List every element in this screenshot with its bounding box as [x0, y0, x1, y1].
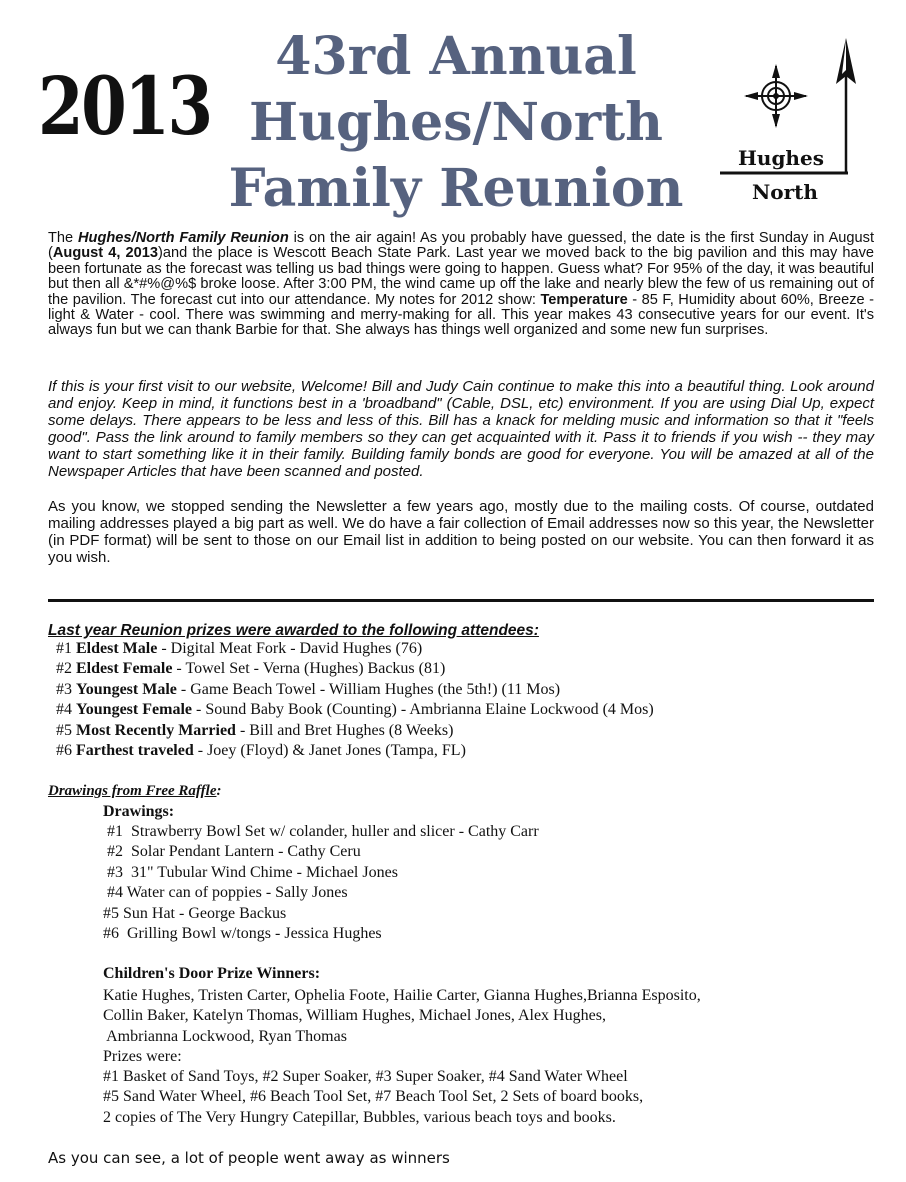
- list-item: #6 Grilling Bowl w/tongs - Jessica Hughes: [103, 925, 382, 943]
- closing-line: As you can see, a lot of people went away as winners: [48, 1149, 450, 1167]
- title-line-1: 43rd Annual: [275, 26, 637, 87]
- title-line-3: Family Reunion: [228, 158, 684, 219]
- title-line-2: Hughes/North: [249, 92, 663, 153]
- temperature-label: Temperature: [540, 291, 628, 308]
- list-item: #1 Strawberry Bowl Set w/ colander, huller and slicer - Cathy Carr: [103, 823, 539, 840]
- event-date: August 4, 2013: [52, 245, 158, 262]
- newsletter-paragraph: As you know, we stopped sending the Newsletter a few years ago, mostly due to the mailing costs. Of course, outdated mailing addresses played a big part as well. We do have a fair collection of Email addresses now so this year, the Newsletter (in PDF format) will be sent to those on our Email list in addition to being posted on our website. You can then forward it as you wish.: [48, 498, 874, 566]
- intro-paragraph: [48, 231, 874, 339]
- logo-text-hughes: Hughes: [738, 146, 824, 170]
- children-line: Ambrianna Lockwood, Ryan Thomas: [103, 1027, 347, 1045]
- children-line: Prizes were:: [103, 1047, 182, 1065]
- list-item: #3 Youngest Male - Game Beach Towel - William Hughes (the 5th!) (11 Mos): [56, 680, 561, 698]
- drawings-label: Drawings:: [103, 803, 175, 820]
- list-item: #5 Most Recently Married - Bill and Bret Hughes (8 Weeks): [56, 721, 454, 739]
- section-divider: [48, 599, 874, 602]
- logo-text-north: North: [752, 180, 818, 204]
- page-title: [196, 24, 716, 222]
- children-line: #5 Sand Water Wheel, #6 Beach Tool Set, #7 Beach Tool Set, 2 Sets of board books,: [103, 1088, 644, 1106]
- raffle-heading: Drawings from Free Raffle:: [48, 783, 222, 799]
- list-item: #2 Eldest Female - Towel Set - Verna (Hughes) Backus (81): [56, 660, 446, 678]
- intro-text-a: is on the air again! As you probably have guessed, the date is the first Sunday in August (: [48, 230, 875, 262]
- children-prizes-label: Children's Door Prize Winners:: [103, 965, 321, 982]
- event-name: Hughes/North Family Reunion: [78, 230, 289, 246]
- family-logo: [712, 34, 862, 206]
- drawings-list: [103, 822, 539, 944]
- list-item: #6 Farthest traveled - Joey (Floyd) & Janet Jones (Tampa, FL): [56, 742, 466, 760]
- list-item: #3 31" Tubular Wind Chime - Michael Jones: [103, 863, 398, 881]
- website-paragraph: If this is your first visit to our website, Welcome! Bill and Judy Cain continue to make this into a beautiful thing. Look around and enjoy. Keep in mind, it functions best in a 'broadband" (Cable, DSL, etc) environment. If you are using Dial Up, expect some delays. There appears to be less and less of this. Bill has a knack for melding music and information so that it "feels good". Pass the link around to family members so they can get acquainted with it. Pass it to friends if you wish -- they may want to start something like it in their family. Building family bonds are good for everyone. You will be amazed at all of the Newspaper Articles that have been scanned and posted.: [48, 378, 874, 480]
- list-item: #2 Solar Pendant Lantern - Cathy Ceru: [103, 843, 361, 861]
- children-line: Collin Baker, Katelyn Thomas, William Hughes, Michael Jones, Alex Hughes,: [103, 1007, 606, 1025]
- children-line: 2 copies of The Very Hungry Catepillar, Bubbles, various beach toys and books.: [103, 1108, 616, 1126]
- children-prizes-text: [103, 986, 701, 1128]
- list-item: #1 Eldest Male - Digital Meat Fork - David Hughes (76): [56, 640, 423, 657]
- year-heading: 2013: [38, 59, 211, 153]
- list-item: #4 Youngest Female - Sound Baby Book (Counting) - Ambrianna Elaine Lockwood (4 Mos): [56, 701, 654, 719]
- prizes-heading: Last year Reunion prizes were awarded to the following attendees:: [48, 622, 539, 639]
- list-item: #5 Sun Hat - George Backus: [103, 904, 287, 922]
- prizes-list: [56, 639, 654, 761]
- intro-text-b: )and the place is Wescott Beach State Park. Last year we moved back to the big pavilion and this may have been fortunate as the forecast was telling us bad things were going to happen. Guess what? For 95% of the day, it was beautiful but then all &*#%@%$ broke loose. After 3:00 PM, the wind came up off the lake and nearly blew the few of us remaining out of the pavilion. The forecast cut into our attendance. My notes for 2012 show:: [48, 245, 874, 308]
- children-line: Katie Hughes, Tristen Carter, Ophelia Foote, Hailie Carter, Gianna Hughes,Brianna Esposito,: [103, 987, 701, 1004]
- intro-pre: The: [48, 230, 78, 246]
- children-line: #1 Basket of Sand Toys, #2 Super Soaker, #3 Super Soaker, #4 Sand Water Wheel: [103, 1068, 628, 1086]
- list-item: #4 Water can of poppies - Sally Jones: [103, 884, 348, 902]
- intro-text-c: - 85 F, Humidity about 60%, Breeze - light & Water - cool. There was swimming and merry-making for all. This year makes 43 consecutive years for our event. It's always fun but we can thank Barbie for that. She always has things well organized and some new fun surprises.: [48, 291, 874, 339]
